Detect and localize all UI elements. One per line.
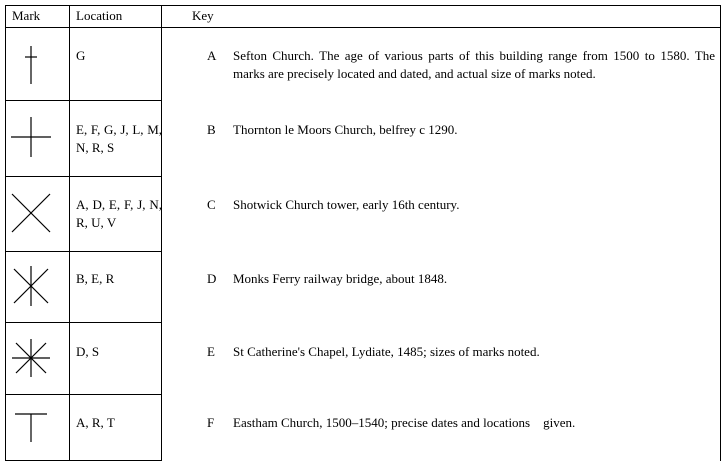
tee-mark-icon [9,404,53,448]
eight-point-star-icon [9,336,53,380]
table-bottom-border [5,460,162,461]
table-right-border [720,5,721,461]
location-cell: A, D, E, F, J, N, R, U, V [76,197,162,230]
key-letter: C [207,197,216,212]
table-left-border [5,5,6,461]
key-letter: F [207,415,215,430]
location-cell: E, F, G, J, L, M, N, R, S [76,122,162,155]
location-cell: D, S [76,344,100,359]
row-separator [5,322,162,323]
single-vertical-line-cross-icon [9,43,53,87]
header-bottom-border [5,27,721,28]
key-description: Shotwick Church tower, early 16th century. [233,197,460,212]
row-separator [5,176,162,177]
key-letter: D [207,271,217,286]
row-separator [5,100,162,101]
table-top-border [5,5,721,6]
key-letter: E [207,344,215,359]
row-separator [5,251,162,252]
location-cell: B, E, R [76,271,115,286]
header-location: Location [76,8,123,23]
key-description: St Catherine's Chapel, Lydiate, 1485; sizes of marks noted. [233,344,540,359]
mark-location-divider [69,5,70,461]
key-description: Sefton Church. The age of various parts of this building range from 1500 to 1580. The marks are precisely located and dated, and actual size of marks noted. [233,48,715,81]
location-key-divider [161,5,162,461]
location-cell: G [76,48,86,63]
key-description: Thornton le Moors Church, belfrey c 1290. [233,122,458,137]
key-letter: A [207,48,217,63]
key-description: Monks Ferry railway bridge, about 1848. [233,271,448,286]
saltire-x-icon [9,191,53,235]
x-with-vertical-bar-icon [9,264,53,308]
header-mark: Mark [12,8,41,23]
row-separator [5,394,162,395]
header-key: Key [192,8,214,23]
key-description: Eastham Church, 1500–1540; precise dates and locations given. [233,415,576,430]
key-letter: B [207,122,216,137]
location-cell: A, R, T [76,415,115,430]
plus-cross-icon [9,115,53,159]
